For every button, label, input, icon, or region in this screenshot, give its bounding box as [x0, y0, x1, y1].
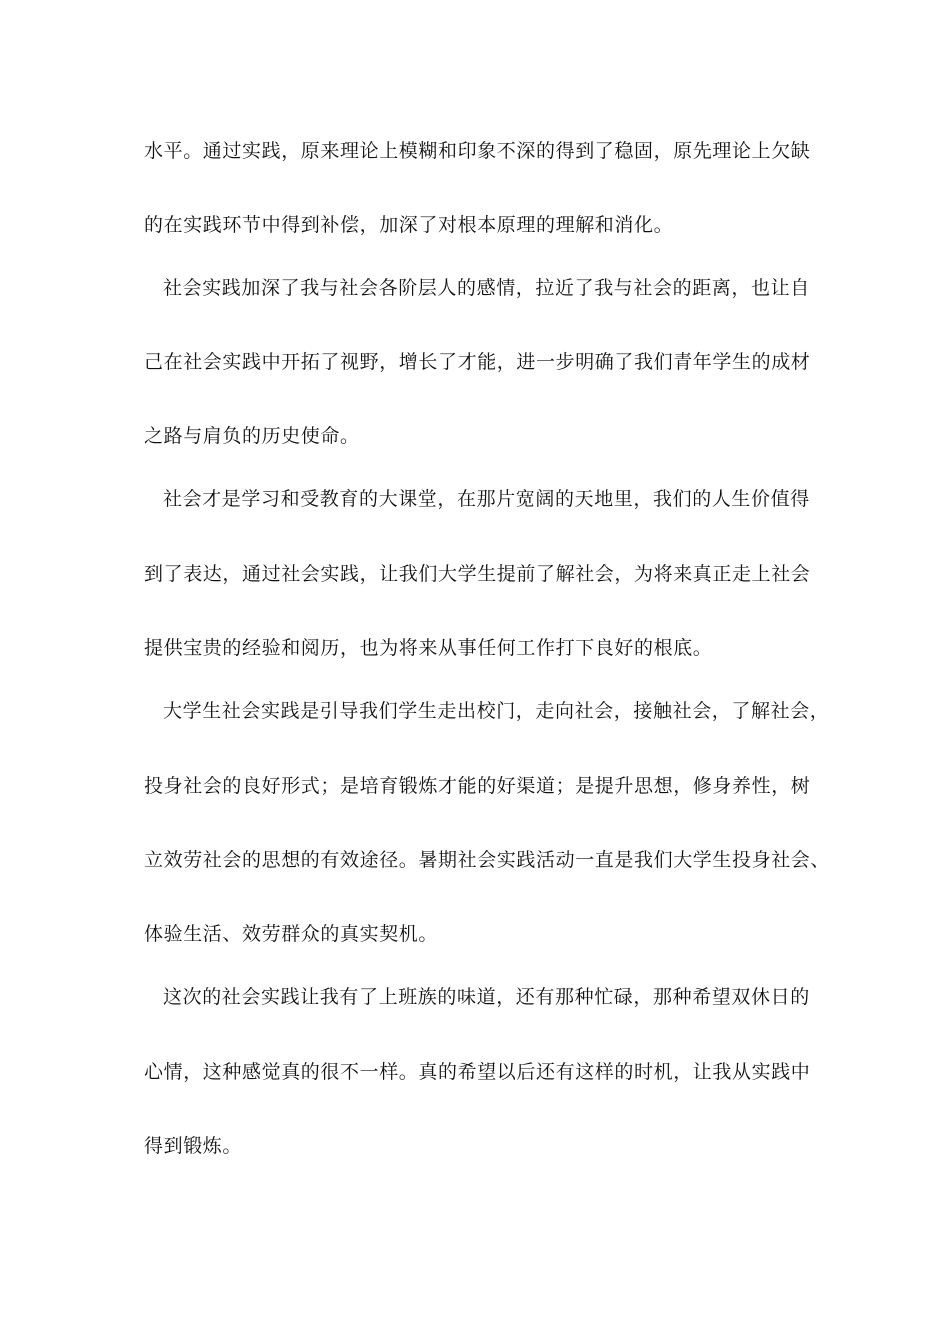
paragraph-line: 体验生活、效劳群众的真实契机。: [144, 923, 439, 945]
paragraph-line: 社会才是学习和受教育的大课堂，在那片宽阔的天地里，我们的人生价值得: [163, 488, 810, 510]
paragraph-line: 的在实践环节中得到补偿，加深了对根本原理的理解和消化。: [144, 214, 674, 236]
paragraph-line: 到了表达，通过社会实践，让我们大学生提前了解社会，为将来真正走上社会: [144, 563, 811, 585]
paragraph-line: 投身社会的良好形式；是培育锻炼才能的好渠道；是提升思想，修身养性，树: [144, 775, 811, 797]
paragraph-line: 大学生社会实践是引导我们学生走出校门，走向社会，接触社会，了解社会，: [163, 700, 830, 722]
paragraph-line: 这次的社会实践让我有了上班族的味道，还有那种忙碌，那种希望双休日的: [163, 986, 810, 1008]
paragraph-line: 提供宝贵的经验和阅历，也为将来从事任何工作打下良好的根底。: [144, 637, 713, 659]
paragraph-line: 水平。通过实践，原来理论上模糊和印象不深的得到了稳固，原先理论上欠缺: [144, 140, 811, 162]
paragraph-line: 立效劳社会的思想的有效途径。暑期社会实践活动一直是我们大学生投身社会、: [144, 849, 831, 871]
paragraph-line: 心情，这种感觉真的很不一样。真的希望以后还有这样的时机，让我从实践中: [144, 1061, 811, 1083]
paragraph-line: 得到锻炼。: [144, 1135, 243, 1157]
paragraph-line: 社会实践加深了我与社会各阶层人的感情，拉近了我与社会的距离，也让自: [163, 277, 810, 299]
paragraph-line: 之路与肩负的历史使命。: [144, 425, 360, 447]
paragraph-line: 己在社会实践中开拓了视野，增长了才能，进一步明确了我们青年学生的成材: [144, 351, 811, 373]
